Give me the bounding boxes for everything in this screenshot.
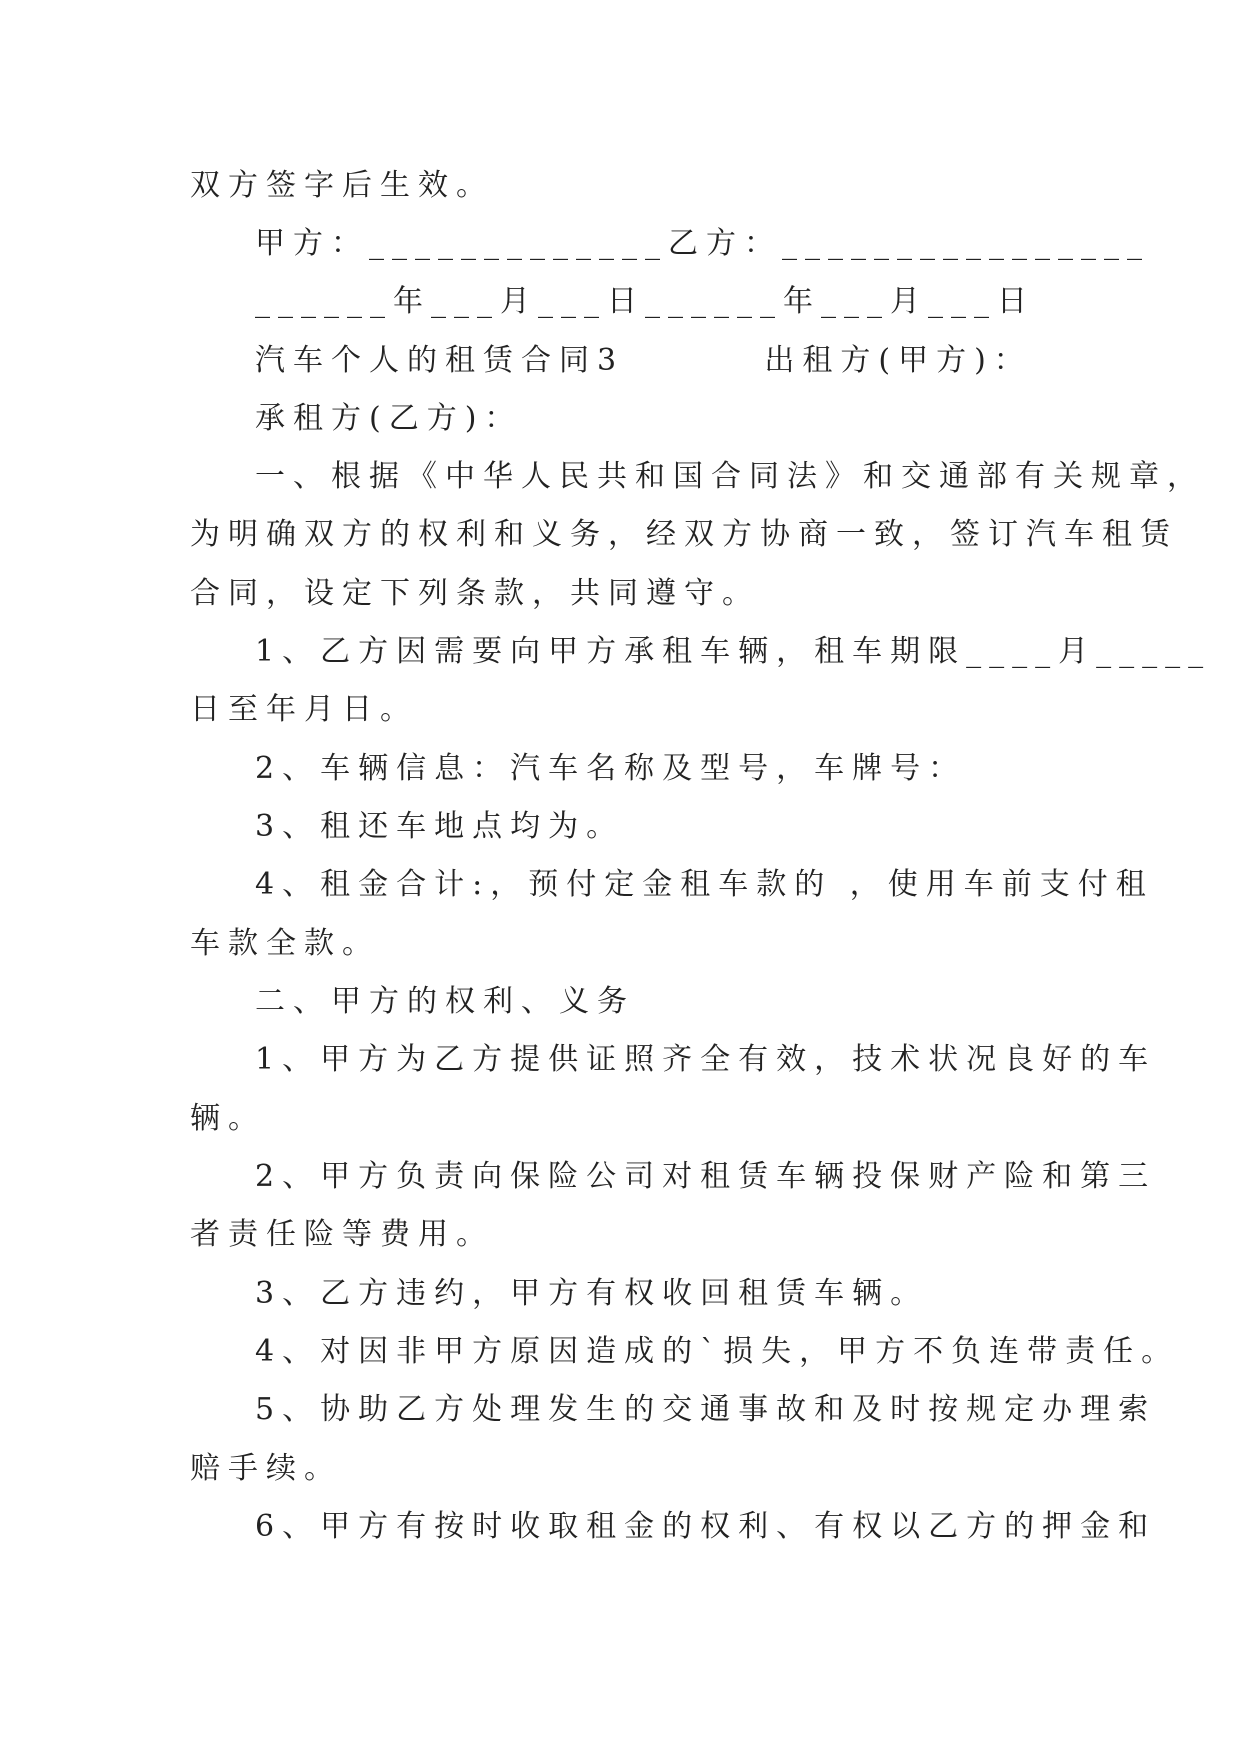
text-line: 者责任险等费用。 <box>190 1217 494 1252</box>
date-line: ______年___月___日______年___月___日 <box>255 284 1035 319</box>
text-line: 车款全款。 <box>190 926 380 961</box>
clause-item: 5、协助乙方处理发生的交通事故和及时按规定办理索 <box>255 1392 1157 1427</box>
clause-item: 2、车辆信息：汽车名称及型号，车牌号： <box>255 751 967 786</box>
contract-heading: 汽车个人的租赁合同3 出租方(甲方)： <box>255 343 1032 378</box>
clause-item: 4、对因非甲方原因造成的`损失，甲方不负连带责任。 <box>255 1334 1180 1369</box>
clause-item: 2、甲方负责向保险公司对租赁车辆投保财产险和第三 <box>255 1159 1157 1194</box>
lessee-line: 承租方(乙方)： <box>255 401 523 436</box>
signature-line: 甲方：_____________乙方：________________ <box>255 226 1150 261</box>
text-line: 日至年月日。 <box>190 692 418 727</box>
clause-item: 3、乙方违约，甲方有权收回租赁车辆。 <box>255 1276 929 1311</box>
clause-item: 1、乙方因需要向甲方承租车辆，租车期限____月_____ <box>255 634 1212 669</box>
section-two-heading: 二、甲方的权利、义务 <box>255 984 635 1019</box>
clause-item: 3、租还车地点均为。 <box>255 809 625 844</box>
text-line: 合同，设定下列条款，共同遵守。 <box>190 576 760 611</box>
text-line: 辆。 <box>190 1101 266 1136</box>
section-one-heading: 一、根据《中华人民共和国合同法》和交通部有关规章， <box>255 459 1205 494</box>
clause-item: 4、租金合计:，预付定金租车款的 ，使用车前支付租 <box>255 867 1154 902</box>
text-line: 双方签字后生效。 <box>190 168 494 203</box>
text-line: 为明确双方的权利和义务，经双方协商一致，签订汽车租赁 <box>190 517 1178 552</box>
clause-item: 6、甲方有按时收取租金的权利、有权以乙方的押金和 <box>255 1509 1157 1544</box>
clause-item: 1、甲方为乙方提供证照齐全有效，技术状况良好的车 <box>255 1042 1157 1077</box>
text-line: 赔手续。 <box>190 1451 342 1486</box>
